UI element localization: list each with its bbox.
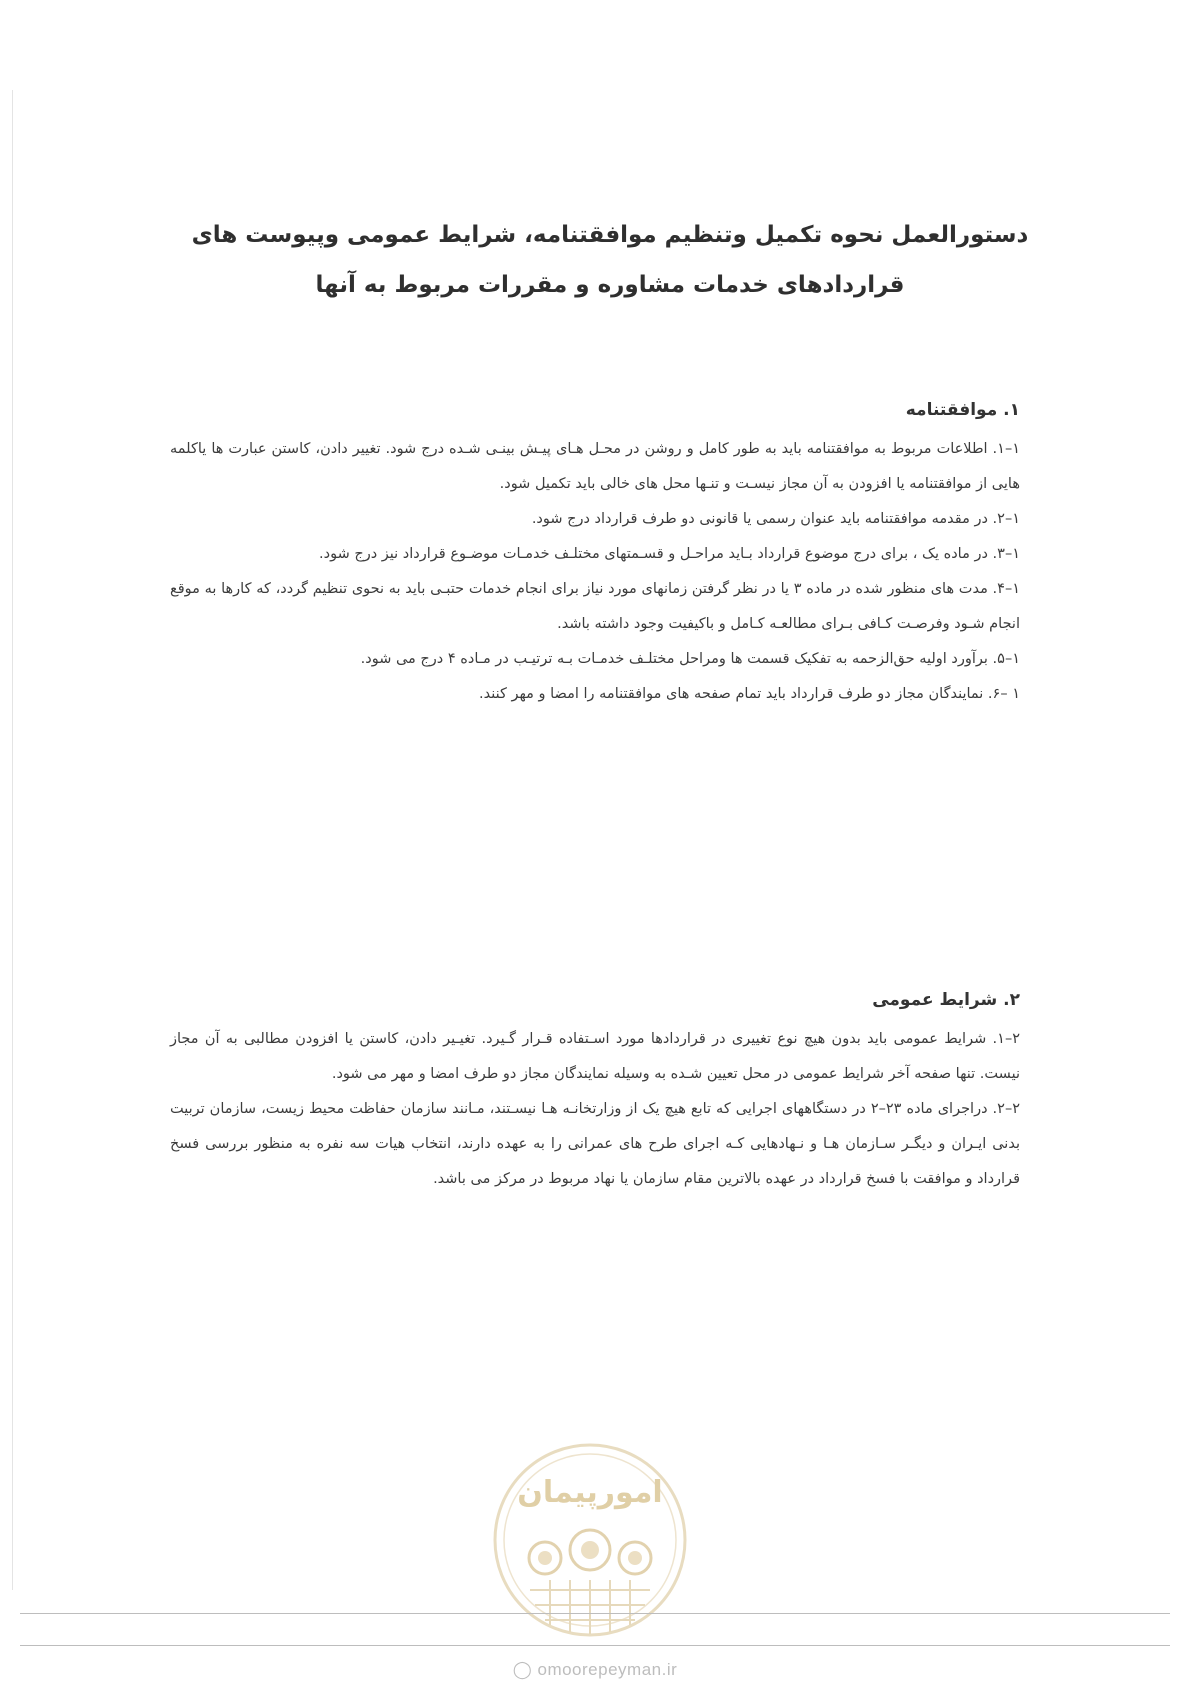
footer-rule-top [20,1613,1170,1614]
agreement-item-5: ۱–۵. برآورد اولیه حق‌الزحمه به تفکیک قسمت ها ومراحل مختلـف خدمـات بـه ترتیـب در مـاده ۴ درج می شود. [360,651,1020,667]
globe-icon: ◯ [512,1660,533,1679]
general-conditions-item-1: ۲–۱. شرایط عمومی باید بدون هیچ نوع تغییری در قراردادها مورد اسـتفاده قـرار گـیرد. تغیـیر دادن، کاستن یا افزودن مطالبی به آن مجاز نیست. تنها صفحه آخر شرایط عمومی در محل تعیین شـده به وسیله نمایندگان مجاز دو طرف امضا و مهر می شود. [170,1031,1020,1082]
general-conditions-item-2: ۲–۲. دراجرای ماده ۲۳–۲ در دستگاههای اجرایی که تابع هیچ یک از وزارتخانـه هـا نیسـتند، مـانند سازمان حفاظت محیط زیست، سازمان تربیت بدنی ایـران و دیگـر سـازمان هـا و نـهادهایی کـه اجرای طرح های عمرانی را به عهده دارند، انتخاب هیات سه نفره به منظور بررسی فسخ قرارداد و موافقت با فسخ قرارداد در عهده بالاترین مقام سازمان یا نهاد مربوط در مرکز می باشد. [170,1101,1020,1187]
agreement-item-1: ۱–۱. اطلاعات مربوط به موافقتنامه باید به طور کامل و روشن در محـل هـای پیـش بینـی شـده درج شود. تغییر دادن، کاستن عبارت ها یاکلمه هایی از موافقتنامه یا افزودن به آن مجاز نیسـت و تنـها محل های خالی باید تکمیل شود. [170,441,1020,492]
agreement-item-4: ۱–۴. مدت های منظور شده در ماده ۳ یا در نظر گرفتن زمانهای مورد نیاز برای انجام خدمات حتبـی باید به نحوی تنظیم گردد، که کارها به موقع انجام شـود وفرصـت کـافی بـرای مطالعـه کـامل و باکیفیت وجود داشته باشد. [170,581,1020,632]
section-agreement-body [170,432,1020,712]
stamp-text: امورپیمان [517,1475,663,1510]
scan-edge-line [12,90,13,1590]
agreement-item-3: ۱–۳. در ماده یک ، برای درج موضوع قرارداد بـاید مراحـل و قسـمتهای مختلـف خدمـات موضـوع قرارداد نیز درج شود. [319,546,1020,562]
agreement-item-6: ۱ –۶. نمایندگان مجاز دو طرف قرارداد باید تمام صفحه های موافقتنامه را امضا و مهر کنند. [478,686,1020,702]
omoorepeyman-stamp-logo [490,1440,690,1640]
document-title [190,210,1030,310]
section-heading-agreement: ۱. موافقتنامه [905,400,1020,420]
agreement-item-2: ۱–۲. در مقدمه موافقتنامه باید عنوان رسمی یا قانونی دو طرف قرارداد درج شود. [531,511,1020,527]
section-general-conditions-body [170,1022,1020,1197]
title-line-1: دستورالعمل نحوه تکمیل وتنظیم موافقتنامه، شرایط عمومی وپیوست های [191,222,1029,248]
section-heading-general-conditions: ۲. شرایط عمومی [872,990,1020,1010]
website-footer [0,1660,1190,1680]
website-url: omoorepeyman.ir [537,1660,678,1679]
title-line-2: قراردادهای خدمات مشاوره و مقررات مربوط به آنها [315,272,905,298]
footer-rule-bottom [20,1645,1170,1646]
